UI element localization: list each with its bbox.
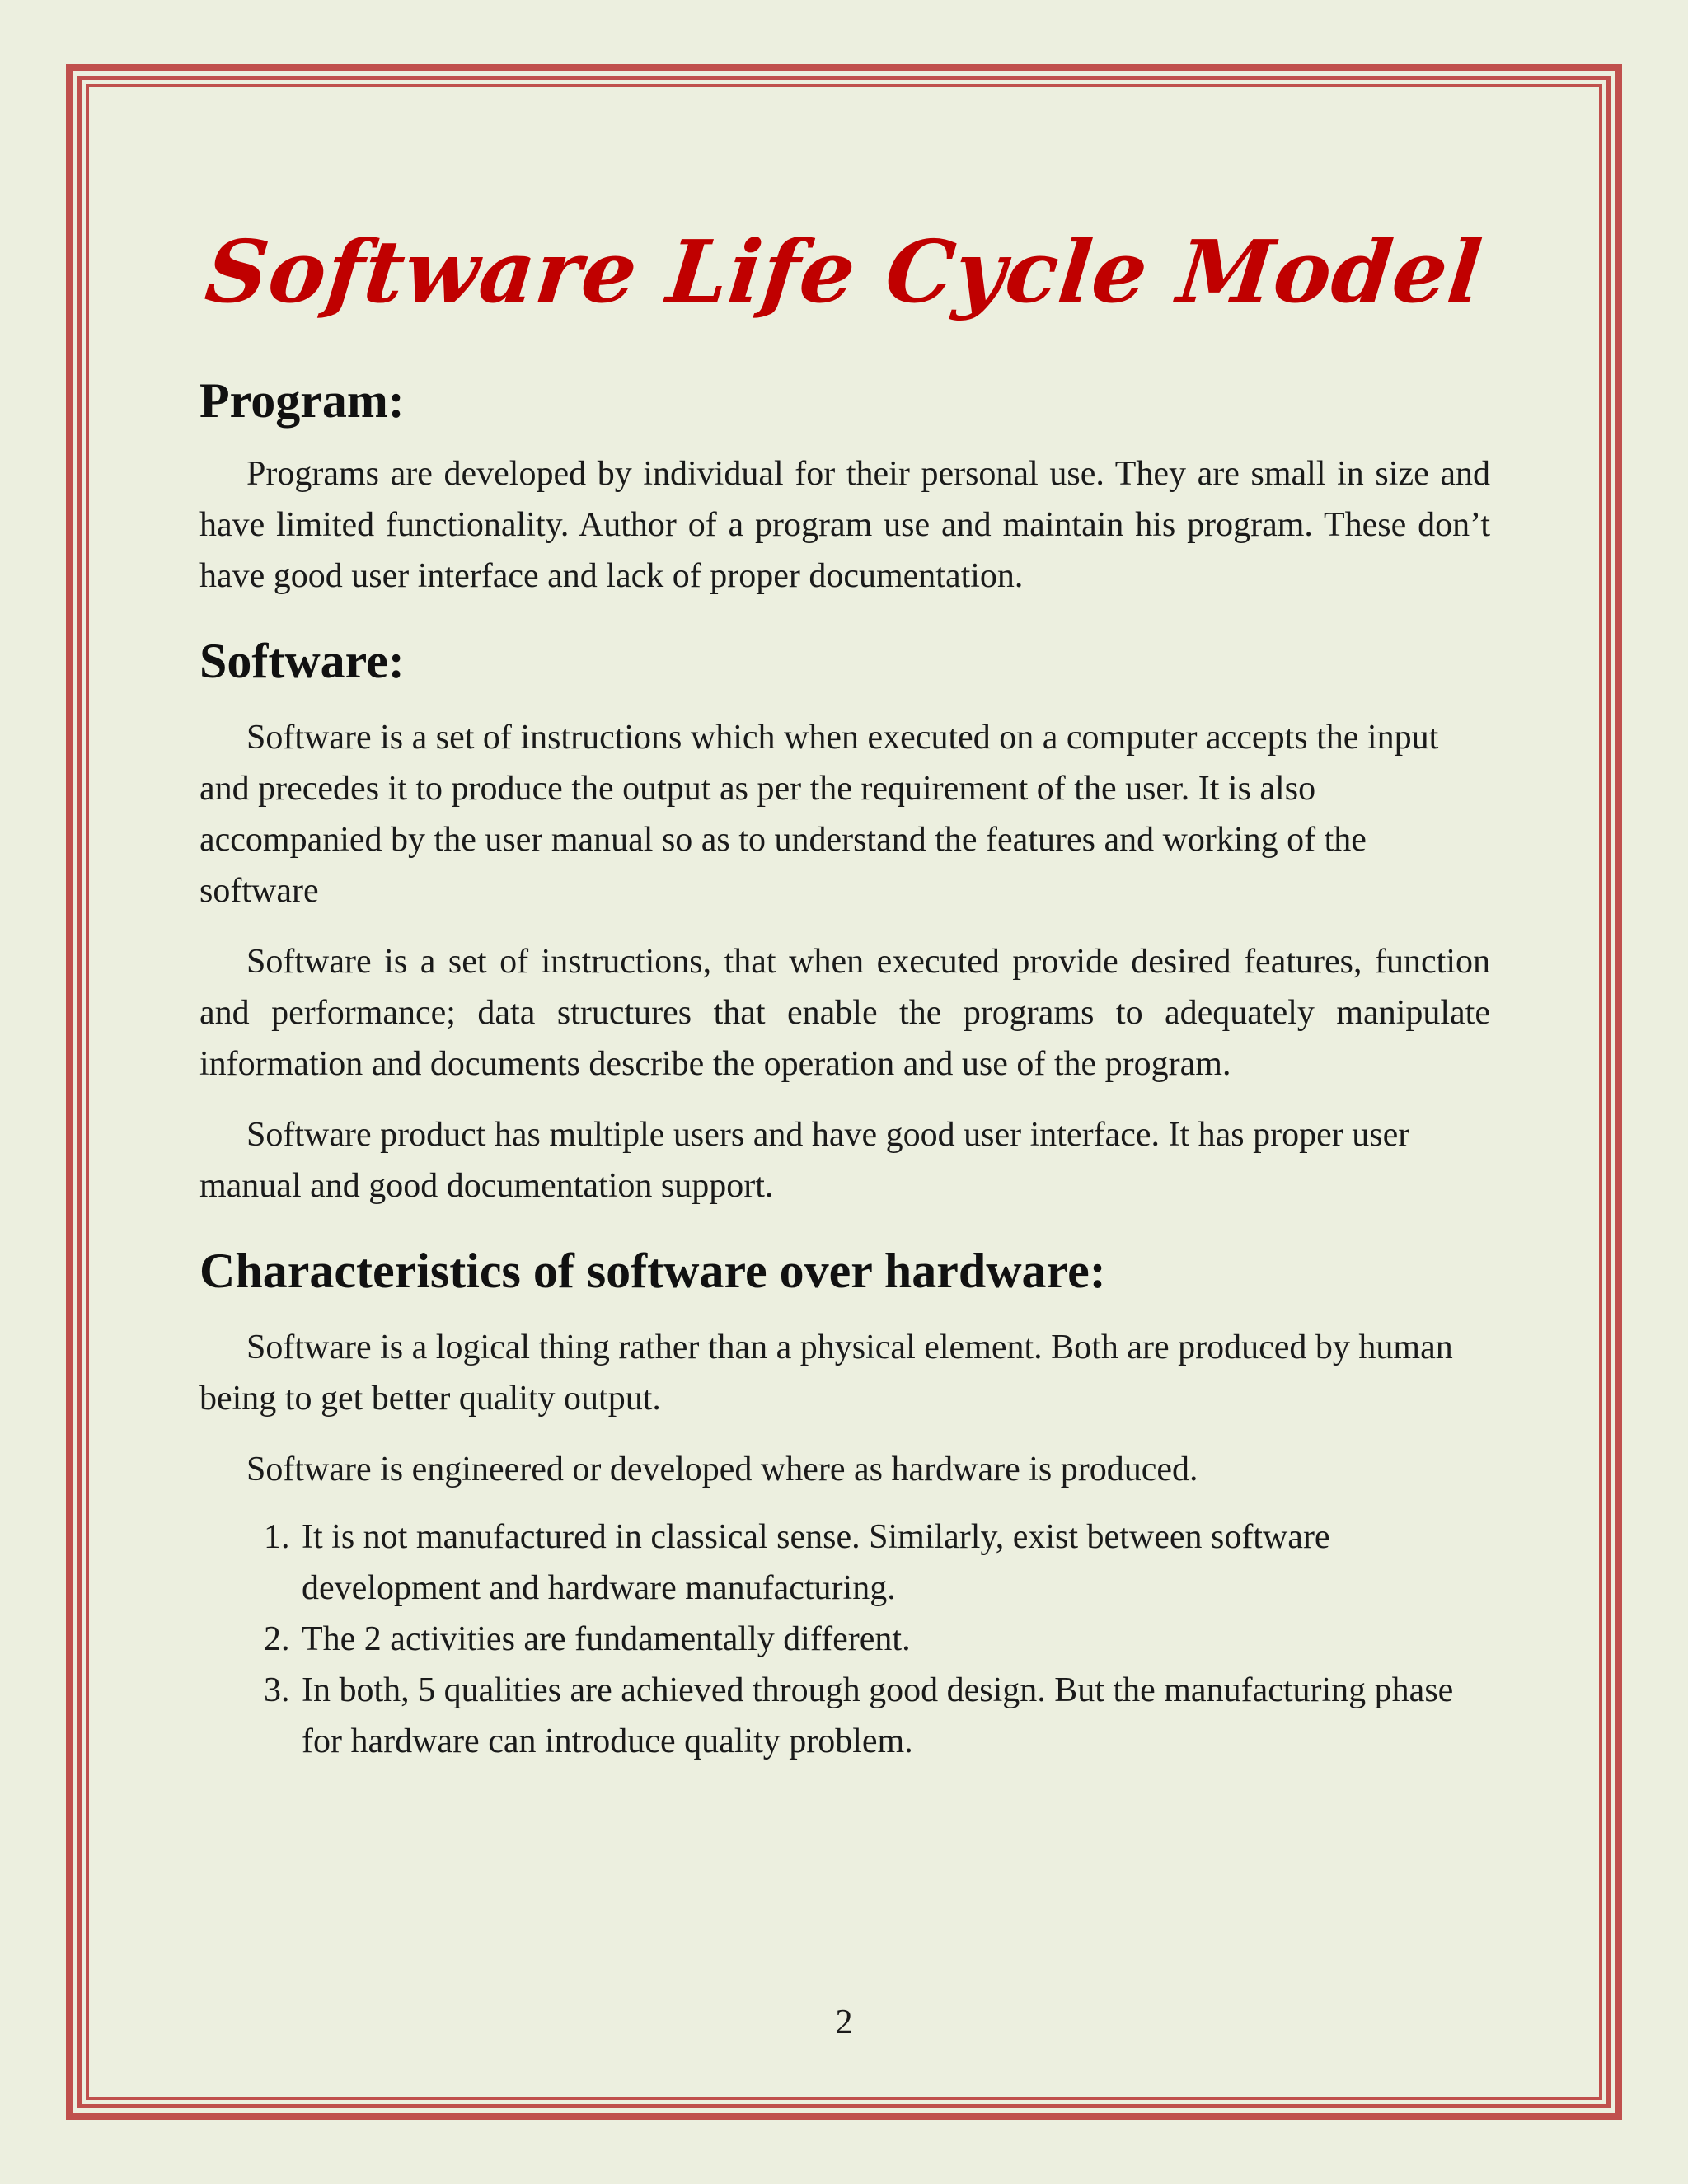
- software-paragraph-1: Software is a set of instructions which when executed on a computer accepts the input and precedes it to produce the output as per the requirement of the user. It is also accompanied by the user manual so as to understand the features and working of the software: [199, 719, 1439, 910]
- program-paragraph: Programs are developed by individual for their personal use. They are small in size and have limited functionality. Author of a program use and maintain his program. These don’t have good user interface and lack of proper documentation.: [199, 455, 1490, 595]
- list-item: 1. It is not manufactured in classical sense. Similarly, exist between software development and hardware manufacturing.: [298, 1511, 1490, 1614]
- page-number: 2: [835, 2004, 853, 2041]
- section-heading-software: Software:: [199, 634, 405, 688]
- characteristics-paragraph-2: Software is engineered or developed where as hardware is produced.: [246, 1451, 1198, 1488]
- software-paragraph-2: Software is a set of instructions, that when executed provide desired features, function and performance; data structures that enable the programs to adequately manipulate information and documents describe the operation and use of the program.: [199, 943, 1490, 1083]
- characteristics-list: [199, 1511, 1490, 1767]
- section-heading-program: Program:: [199, 373, 405, 428]
- document-title: Software Life Cycle Model: [200, 221, 1488, 322]
- software-paragraph-3: Software product has multiple users and have good user interface. It has proper user manual and good documentation support.: [199, 1116, 1410, 1205]
- list-item: 3. In both, 5 qualities are achieved through good design. But the manufacturing phase for hardware can introduce quality problem.: [298, 1665, 1490, 1767]
- characteristics-paragraph-1: Software is a logical thing rather than a physical element. Both are produced by human being to get better quality output.: [199, 1329, 1453, 1418]
- document-body: [199, 223, 1490, 1767]
- list-item: 2. The 2 activities are fundamentally different.: [298, 1614, 1490, 1665]
- section-heading-characteristics: Characteristics of software over hardware:: [199, 1244, 1106, 1298]
